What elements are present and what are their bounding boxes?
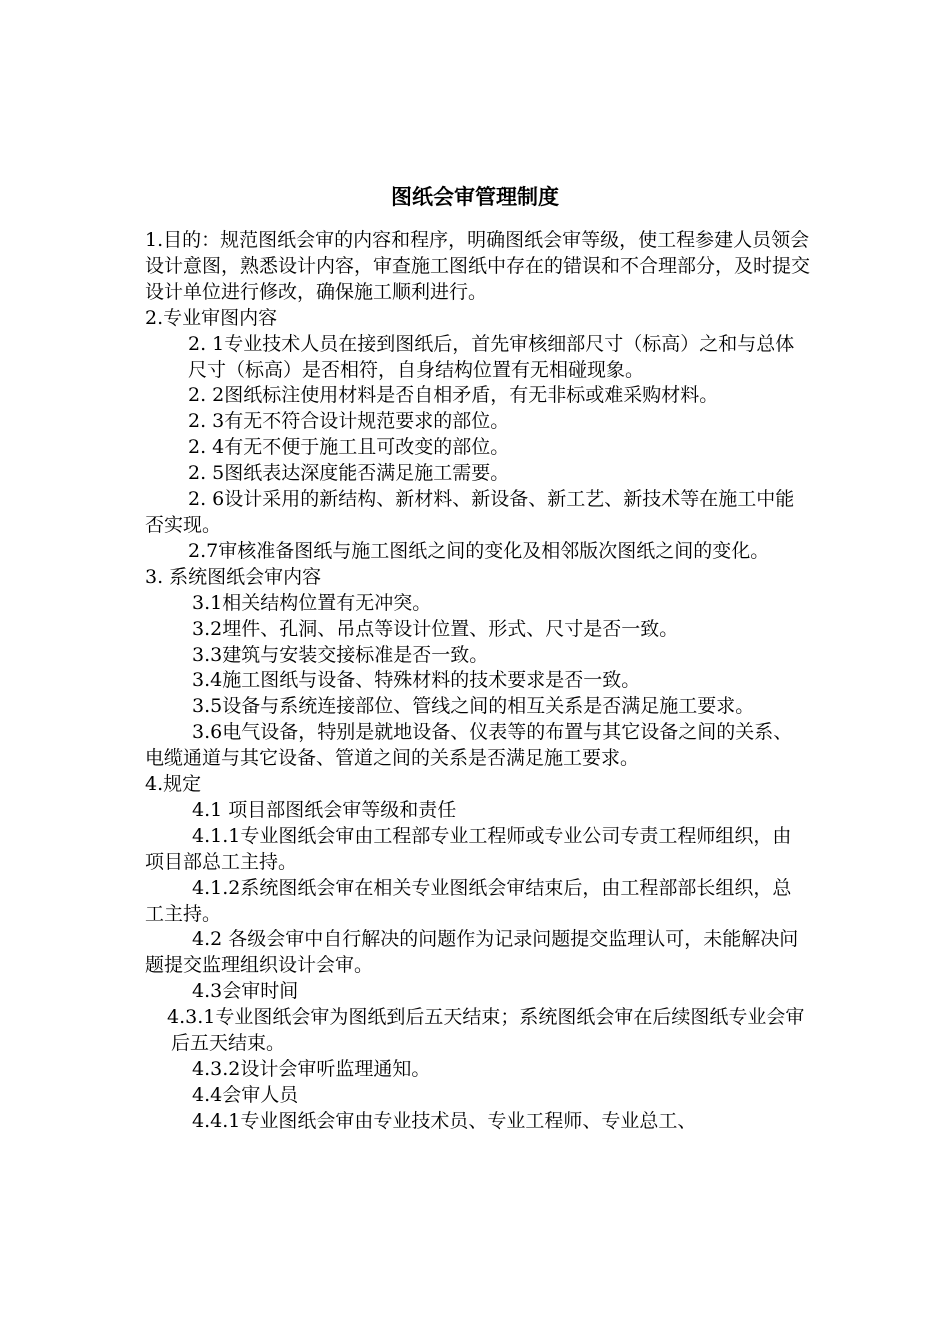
paragraph-4-1: 4.1 项目部图纸会审等级和责任 bbox=[192, 798, 457, 821]
section-heading-3: 3. 系统图纸会审内容 bbox=[145, 565, 322, 588]
paragraph-2-4: 2. 4有无不便于施工且可改变的部位。 bbox=[188, 436, 510, 459]
paragraph-2-6: 2. 6设计采用的新结构、新材料、新设备、新工艺、新技术等在施工中能否实现。 bbox=[145, 488, 795, 536]
paragraph-3-5: 3.5设备与系统连接部位、管线之间的相互关系是否满足施工要求。 bbox=[192, 695, 755, 718]
section-heading-2: 2.专业审图内容 bbox=[145, 306, 278, 329]
section-heading-4: 4.规定 bbox=[145, 773, 202, 796]
paragraph-2-3: 2. 3有无不符合设计规范要求的部位。 bbox=[188, 410, 510, 433]
paragraph-4-4-1: 4.4.1专业图纸会审由专业技术员、专业工程师、专业总工、 bbox=[192, 1109, 697, 1132]
paragraph-3-2: 3.2埋件、孔洞、吊点等设计位置、形式、尺寸是否一致。 bbox=[192, 617, 679, 640]
paragraph-4-3: 4.3会审时间 bbox=[192, 980, 299, 1003]
paragraph-4-1-2: 4.1.2系统图纸会审在相关专业图纸会审结束后，由工程部部长组织，总工主持。 bbox=[145, 876, 792, 925]
paragraph-2-5: 2. 5图纸表达深度能否满足施工需要。 bbox=[188, 462, 510, 485]
paragraph-4-4: 4.4会审人员 bbox=[192, 1083, 299, 1106]
paragraph-3-6: 3.6电气设备，特别是就地设备、仪表等的布置与其它设备之间的关系、电缆通道与其它设备、管道之间的关系是否满足施工要求。 bbox=[145, 721, 793, 770]
paragraph-purpose: 1.目的：规范图纸会审的内容和程序，明确图纸会审等级，使工程参建人员领会设计意图，熟悉设计内容，审查施工图纸中存在的错误和不合理部分，及时提交设计单位进行修改，确保施工顺利进行。 bbox=[145, 229, 811, 303]
paragraph-4-2: 4.2 各级会审中自行解决的问题作为记录问题提交监理认可，未能解决问题提交监理组织设计会审。 bbox=[145, 928, 799, 977]
document-title: 图纸会审管理制度 bbox=[391, 185, 559, 209]
paragraph-3-3: 3.3建筑与安装交接标准是否一致。 bbox=[192, 643, 489, 666]
document-body bbox=[145, 228, 810, 1135]
paragraph-4-3-2: 4.3.2设计会审听监理通知。 bbox=[192, 1058, 431, 1080]
paragraph-2-7: 2.7审核准备图纸与施工图纸之间的变化及相邻版次图纸之间的变化。 bbox=[188, 539, 770, 562]
paragraph-3-4: 3.4施工图纸与设备、特殊材料的技术要求是否一致。 bbox=[192, 669, 641, 692]
paragraph-4-3-1: 4.3.1专业图纸会审为图纸到后五天结束；系统图纸会审在后续图纸专业会审后五天结束。 bbox=[167, 1006, 805, 1055]
paragraph-2-2: 2. 2图纸标注使用材料是否自相矛盾，有无非标或难采购材料。 bbox=[188, 384, 719, 407]
paragraph-3-1: 3.1相关结构位置有无冲突。 bbox=[192, 591, 432, 614]
paragraph-2-1: 2. 1专业技术人员在接到图纸后，首先审核细部尺寸（标高）之和与总体尺寸（标高）是否相符，自身结构位置有无相碰现象。 bbox=[188, 332, 795, 381]
paragraph-4-1-1: 4.1.1专业图纸会审由工程部专业工程师或专业公司专责工程师组织，由项目部总工主持。 bbox=[145, 824, 792, 873]
